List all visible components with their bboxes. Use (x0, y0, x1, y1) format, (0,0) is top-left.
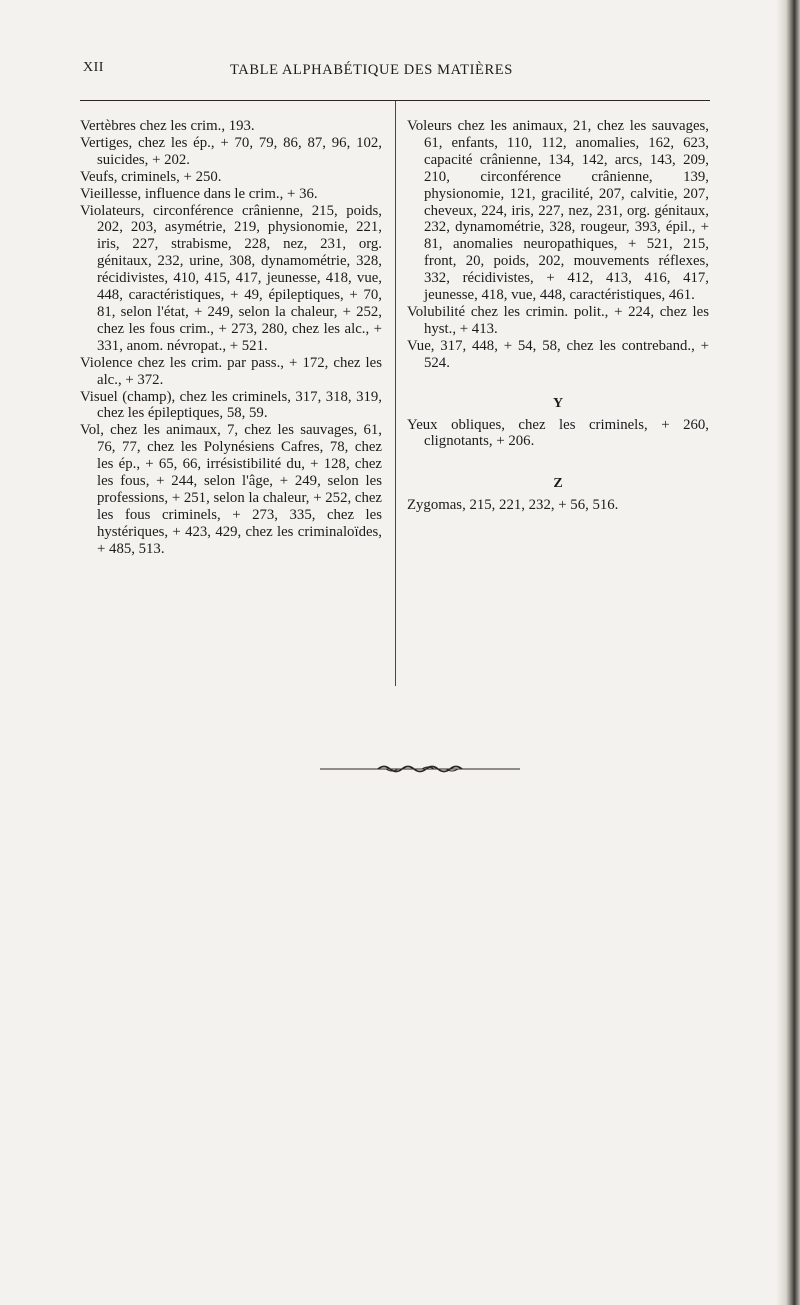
index-entry: Volubilité chez les crimin. polit., + 224, chez les hyst., + 413. (407, 303, 709, 337)
book-binding-edge (786, 0, 800, 1305)
index-column-right (407, 118, 709, 514)
index-entry: Zygomas, 215, 221, 232, + 56, 516. (407, 497, 619, 514)
page-number: XII (83, 60, 104, 75)
index-entry: Vieillesse, influence dans le crim., + 36. (80, 185, 318, 202)
index-entry: Vue, 317, 448, + 54, 58, chez les contreband., + 524. (407, 337, 709, 371)
section-letter-z: Z (553, 476, 563, 492)
index-entry: Vertèbres chez les crim., 193. (80, 118, 255, 134)
index-entry: Voleurs chez les animaux, 21, chez les sauvages, 61, enfants, 110, 112, anomalies, 162, 623, capacité crânienne, 134, 142, arcs, 143, 209, 210, circonférence crânienne, 139, physionomie, 121, gracilité, 207, calvitie, 207, cheveux, 224, iris, 227, nez, 231, org. génitaux, 232, dynamométrie, 328, rougeur, 393, épil., + 81, anomalies neuropathiques, + 521, 215, front, 20, poids, 202, mouvements réflexes, 332, récidivistes, + 412, 413, 416, 417, jeunesse, 418, vue, 448, caractéristiques, 461. (407, 118, 709, 304)
section-letter-y: Y (552, 395, 564, 411)
running-header (80, 60, 710, 84)
column-divider (395, 101, 396, 686)
index-column-left (80, 118, 382, 558)
index-entry: Yeux obliques, chez les criminels, + 260, clignotants, + 206. (407, 416, 709, 450)
index-entry: Violence chez les crim. par pass., + 172, chez les alc., + 372. (80, 354, 382, 388)
index-entry: Veufs, criminels, + 250. (80, 168, 222, 185)
running-title: TABLE ALPHABÉTIQUE DES MATIÈRES (230, 62, 513, 78)
end-ornament (320, 762, 520, 776)
index-entry: Vertiges, chez les ép., + 70, 79, 86, 87, 96, 102, suicides, + 202. (80, 134, 382, 168)
index-entry: Violateurs, circonférence crânienne, 215, poids, 202, 203, asymétrie, 219, physionomie, 221, iris, 227, strabisme, 228, nez, 231, org. génitaux, 232, urine, 308, dynamométrie, 328, récidivistes, 410, 415, 417, jeunesse, 418, vue, 448, caractéristiques, + 49, épileptiques, + 70, 81, selon l'état, + 249, selon la chaleur, + 252, chez les fous crim., + 273, 280, chez les alc., + 331, anom. névropat., + 521. (80, 202, 382, 354)
page-edge-shadow (776, 0, 786, 1305)
index-entry: Vol, chez les animaux, 7, chez les sauvages, 61, 76, 77, chez les Polynésiens Cafres, 78, chez les ép., + 65, 66, irrésistibilité du, + 128, chez les fous, + 244, selon l'âge, + 249, selon les professions, + 251, selon la chaleur, + 252, chez les fous criminels, + 273, 335, chez les hystériques, + 423, 429, chez les criminaloïdes, + 485, 513. (80, 422, 382, 557)
index-entry: Visuel (champ), chez les criminels, 317, 318, 319, chez les épileptiques, 58, 59. (80, 388, 382, 422)
